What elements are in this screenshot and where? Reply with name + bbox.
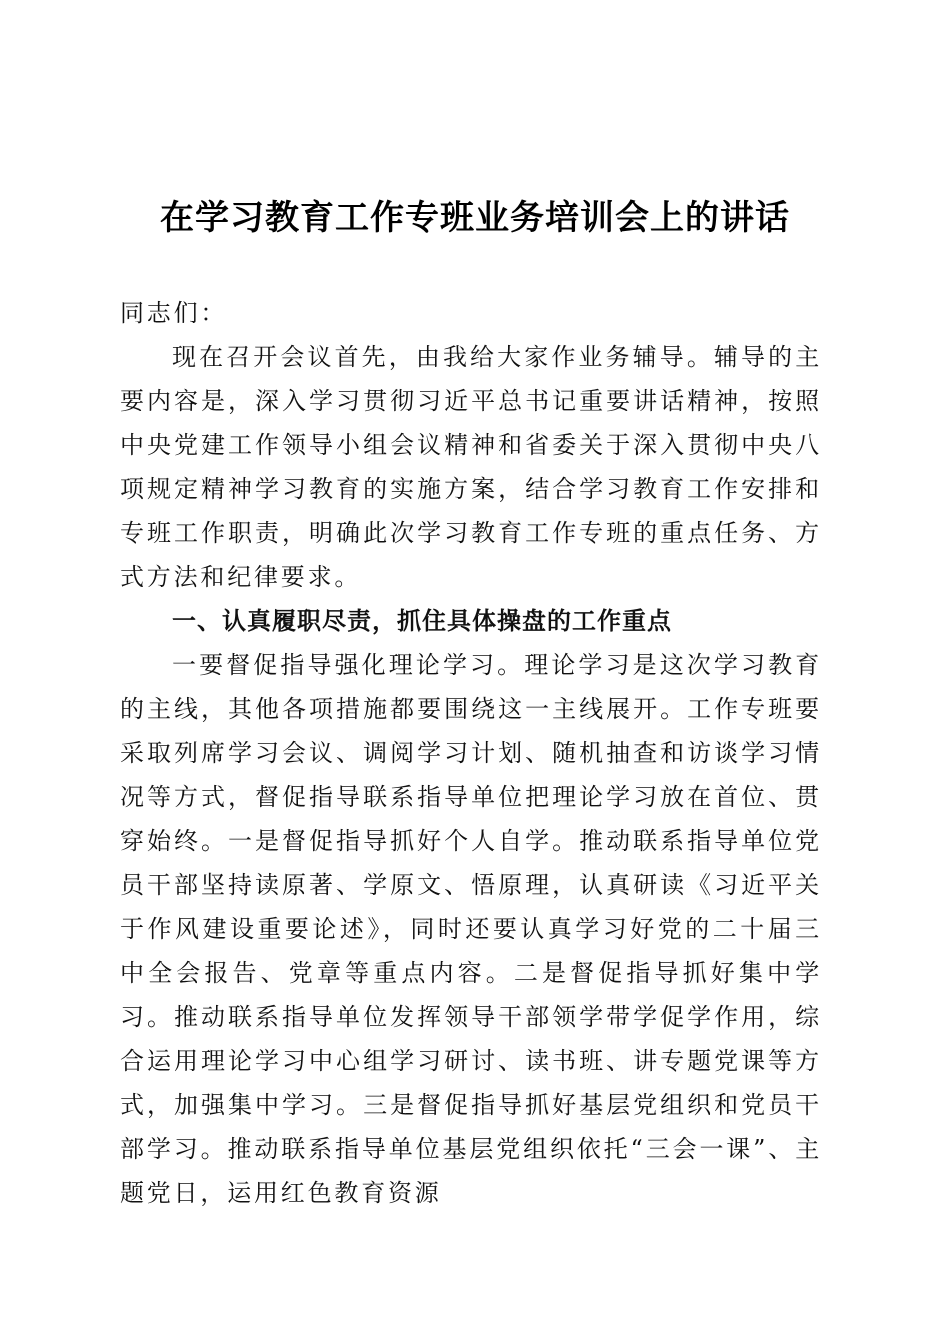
salutation: 同志们：	[120, 299, 228, 327]
document-title: 在学习教育工作专班业务培训会上的讲话	[160, 198, 790, 238]
document-body	[120, 291, 822, 1215]
section-heading-1: 一、认真履职尽责，抓住具体操盘的工作重点	[172, 607, 672, 635]
paragraph-intro: 现在召开会议首先，由我给大家作业务辅导。辅导的主要内容是，深入学习贯彻习近平总书记重要讲话精神，按照中央党建工作领导小组会议精神和省委关于深入贯彻中央八项规定精神学习教育的实施方案，结合学习教育工作安排和专班工作职责，明确此次学习教育工作专班的重点任务、方式方法和纪律要求。	[120, 343, 822, 591]
paragraph-theory-study: 一要督促指导强化理论学习。理论学习是这次学习教育的主线，其他各项措施都要围绕这一主线展开。工作专班要采取列席学习会议、调阅学习计划、随机抽查和访谈学习情况等方式，督促指导联系指导单位把理论学习放在首位、贯穿始终。一是督促指导抓好个人自学。推动联系指导单位党员干部坚持读原著、学原文、悟原理，认真研读《习近平关于作风建设重要论述》，同时还要认真学习好党的二十届三中全会报告、党章等重点内容。二是督促指导抓好集中学习。推动联系指导单位发挥领导干部领学带学促学作用，综合运用理论学习中心组学习研讨、读书班、讲专题党课等方式，加强集中学习。三是督促指导抓好基层党组织和党员干部学习。推动联系指导单位基层党组织依托“三会一课”、主题党日，运用红色教育资源	[120, 651, 822, 1207]
